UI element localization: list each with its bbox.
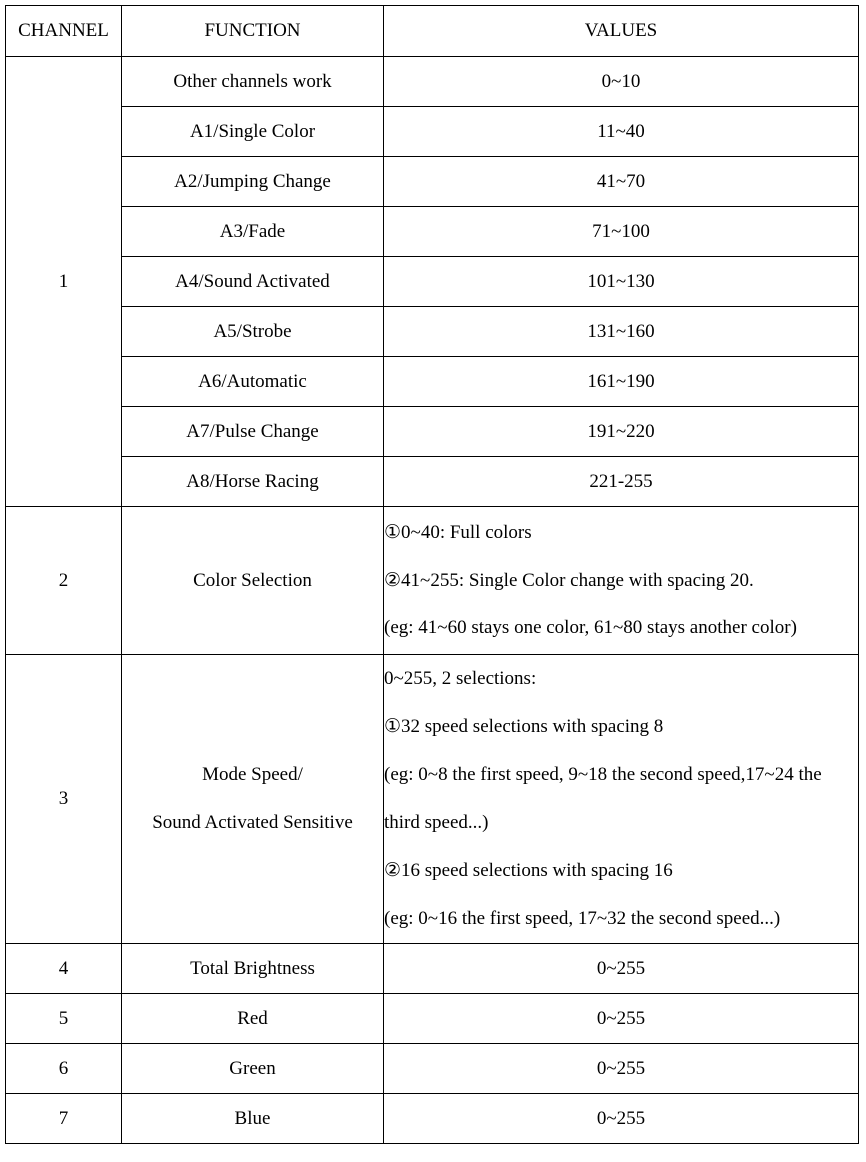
value-line: ②41~255: Single Color change with spacing 20. <box>384 569 754 591</box>
table-row <box>6 1094 859 1144</box>
function-cell: A2/Jumping Change <box>122 157 384 207</box>
table-row <box>6 994 859 1044</box>
function-cell: A8/Horse Racing <box>122 457 384 507</box>
function-cell: A7/Pulse Change <box>122 407 384 457</box>
table-row <box>6 57 859 107</box>
value-cell: 0~10 <box>384 57 859 107</box>
value-cell: 131~160 <box>384 307 859 357</box>
table-row <box>6 407 859 457</box>
table-row <box>6 457 859 507</box>
value-cell: 11~40 <box>384 107 859 157</box>
function-cell: A4/Sound Activated <box>122 257 384 307</box>
value-line: (eg: 0~16 the first speed, 17~32 the second speed...) <box>384 908 781 929</box>
channel-number: 5 <box>6 994 122 1044</box>
value-cell: 0~255 <box>384 1094 859 1144</box>
function-cell: Total Brightness <box>122 944 384 994</box>
value-line: ①32 speed selections with spacing 8 <box>384 716 664 737</box>
value-cell: 191~220 <box>384 407 859 457</box>
value-line: ②16 speed selections with spacing 16 <box>384 860 673 881</box>
table-row <box>6 107 859 157</box>
function-cell: Green <box>122 1044 384 1094</box>
table-row <box>6 655 859 944</box>
value-cell: 101~130 <box>384 257 859 307</box>
channel-number: 4 <box>6 944 122 994</box>
value-cell <box>384 507 859 655</box>
value-cell: 0~255 <box>384 1044 859 1094</box>
value-cell <box>384 655 859 944</box>
value-line: 0~255, 2 selections: <box>384 668 537 689</box>
value-cell: 71~100 <box>384 207 859 257</box>
table-row <box>6 357 859 407</box>
value-line: (eg: 0~8 the first speed, 9~18 the second speed,17~24 the third speed...) <box>384 764 822 833</box>
function-cell: A3/Fade <box>122 207 384 257</box>
channel-2-number: 2 <box>6 507 122 655</box>
value-cell: 0~255 <box>384 944 859 994</box>
value-line: ①0~40: Full colors <box>384 521 532 543</box>
channel-number: 6 <box>6 1044 122 1094</box>
function-cell: A6/Automatic <box>122 357 384 407</box>
channel-1-number: 1 <box>6 57 122 507</box>
function-cell <box>122 655 384 944</box>
header-function: FUNCTION <box>122 6 384 57</box>
table-row <box>6 1044 859 1094</box>
function-cell: Red <box>122 994 384 1044</box>
function-cell: Other channels work <box>122 57 384 107</box>
value-cell: 0~255 <box>384 994 859 1044</box>
header-values: VALUES <box>384 6 859 57</box>
table-row <box>6 207 859 257</box>
header-row <box>6 6 859 57</box>
channel-number: 7 <box>6 1094 122 1144</box>
header-channel: CHANNEL <box>6 6 122 57</box>
value-cell: 41~70 <box>384 157 859 207</box>
table-row <box>6 257 859 307</box>
table-row <box>6 307 859 357</box>
function-cell: Blue <box>122 1094 384 1144</box>
table-row <box>6 507 859 655</box>
table-row <box>6 157 859 207</box>
table-row <box>6 944 859 994</box>
value-line: (eg: 41~60 stays one color, 61~80 stays another color) <box>384 617 797 639</box>
function-cell: Color Selection <box>122 507 384 655</box>
function-line: Mode Speed/ <box>202 764 303 785</box>
function-line: Sound Activated Sensitive <box>152 812 353 833</box>
value-cell: 161~190 <box>384 357 859 407</box>
function-cell: A5/Strobe <box>122 307 384 357</box>
value-cell: 221-255 <box>384 457 859 507</box>
dmx-channel-table <box>5 5 859 1144</box>
channel-3-number: 3 <box>6 655 122 944</box>
function-cell: A1/Single Color <box>122 107 384 157</box>
